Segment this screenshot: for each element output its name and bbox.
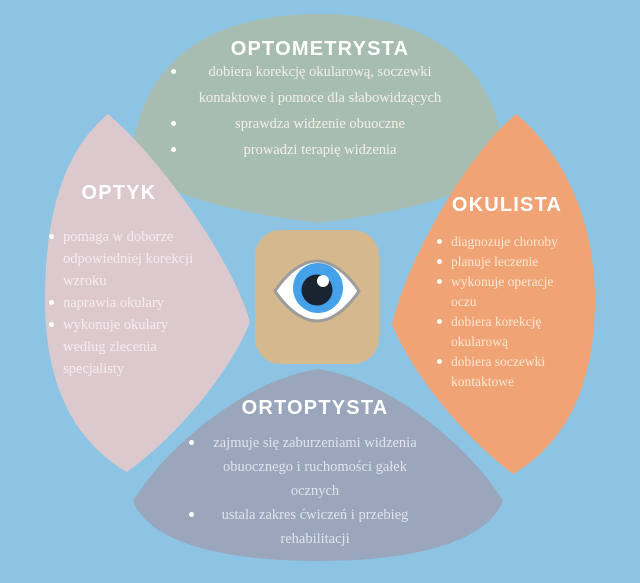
optyk-list — [63, 226, 211, 380]
list-item — [63, 314, 211, 380]
list-item-text: planuje leczenie — [451, 254, 539, 269]
bullet-icon — [437, 239, 442, 244]
list-item-text: wykonuje okulary według zlecenia specjalisty — [63, 317, 169, 377]
list-item-text: pomaga w doborze odpowiedniej korekcji wzroku — [63, 229, 194, 289]
section-title-optometrysta: OPTOMETRYSTA — [230, 38, 410, 60]
bullet-icon — [171, 69, 176, 74]
list-item-text: wykonuje operacje oczu — [451, 274, 554, 309]
list-item-text: dobiera korekcję okularową, soczewki kontaktowe i pomoce dla słabowidzących — [198, 64, 442, 106]
bullet-icon — [49, 234, 54, 239]
list-item — [197, 137, 443, 163]
list-item — [63, 226, 211, 292]
ortoptysta-list — [200, 431, 430, 551]
list-item — [200, 431, 430, 503]
list-item — [451, 232, 575, 252]
list-item — [197, 111, 443, 137]
bullet-icon — [437, 319, 442, 324]
bullet-icon — [437, 359, 442, 364]
okulista-list — [451, 232, 575, 392]
optometrysta-list — [197, 59, 443, 163]
bullet-icon — [189, 440, 194, 445]
eye-highlight — [317, 275, 329, 287]
list-item-text: dobiera soczewki kontaktowe — [451, 354, 546, 389]
list-item — [63, 292, 211, 314]
bullet-icon — [171, 147, 176, 152]
section-title-okulista: OKULISTA — [451, 194, 563, 216]
bullet-icon — [49, 300, 54, 305]
list-item-text: zajmuje się zaburzeniami widzenia obuocznego i ruchomości gałek ocznych — [213, 435, 417, 499]
bullet-icon — [49, 322, 54, 327]
list-item — [200, 503, 430, 551]
list-item-text: naprawia okulary — [63, 295, 165, 311]
bullet-icon — [189, 512, 194, 517]
list-item-text: dobiera korekcję okularową — [451, 314, 542, 349]
list-item — [451, 252, 575, 272]
section-title-ortoptysta: ORTOPTYSTA — [241, 397, 389, 419]
list-item-text: prowadzi terapię widzenia — [243, 142, 397, 158]
bullet-icon — [437, 279, 442, 284]
list-item-text: diagnozuje choroby — [451, 234, 558, 249]
list-item-text: sprawdza widzenie obuoczne — [235, 116, 405, 132]
bullet-icon — [171, 121, 176, 126]
list-item — [451, 352, 575, 392]
list-item — [197, 59, 443, 111]
section-title-optyk: OPTYK — [81, 182, 157, 204]
bullet-icon — [437, 259, 442, 264]
center-panel — [255, 230, 379, 364]
list-item-text: ustala zakres ćwiczeń i przebieg rehabilitacji — [221, 507, 409, 547]
list-item — [451, 312, 575, 352]
list-item — [451, 272, 575, 312]
